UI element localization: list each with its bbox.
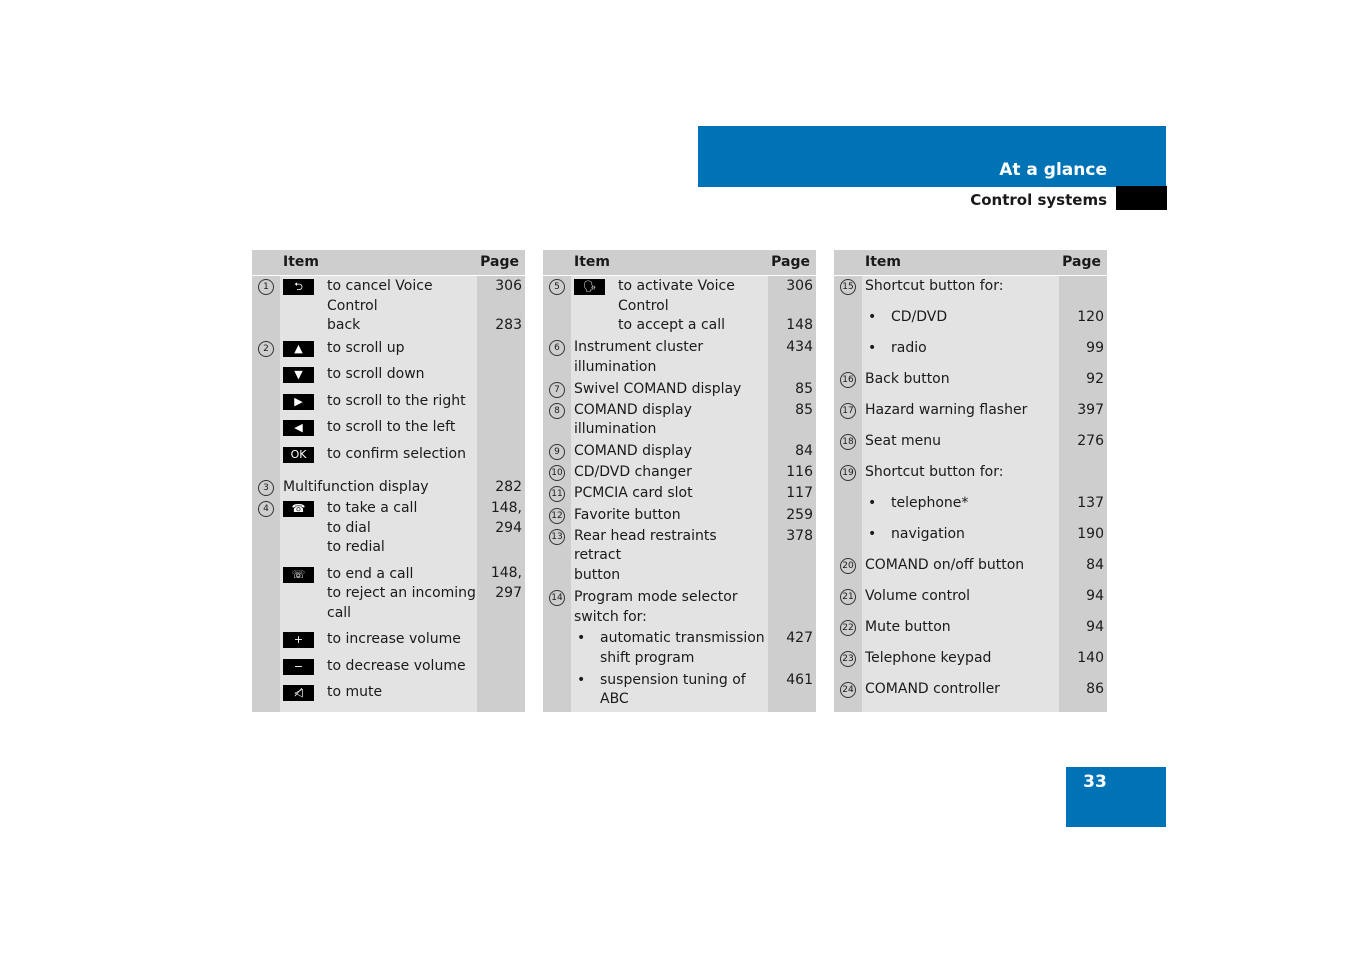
page-ref: 120: [1059, 307, 1107, 338]
item-text: Control: [618, 297, 669, 314]
item-header: Item: [862, 250, 1059, 276]
bullet: •: [868, 495, 877, 512]
callout-number: 18: [840, 434, 856, 450]
item-table-2: [543, 250, 816, 712]
page-ref: 306: [786, 278, 813, 294]
callout-number: 13: [549, 529, 565, 545]
item-text: to increase volume: [327, 631, 461, 648]
table-row: [543, 441, 816, 462]
callout-number: 16: [840, 372, 856, 388]
item-table-1: [252, 250, 525, 712]
item-text: Instrument cluster: [574, 339, 704, 356]
page-ref: 190: [1059, 524, 1107, 555]
callout-number: 1: [258, 279, 274, 295]
item-text: COMAND controller: [862, 679, 1059, 710]
page-ref: 99: [1059, 338, 1107, 369]
item-text: back: [327, 317, 361, 333]
item-text: to confirm selection: [327, 445, 466, 462]
table-row: [252, 338, 525, 477]
page-ref: 148,: [490, 565, 522, 582]
bullet: •: [868, 340, 877, 357]
item-text: to end a call: [327, 565, 414, 582]
item-text: Telephone keypad: [862, 648, 1059, 679]
page-header: Page: [1059, 250, 1107, 276]
page-ref: 148,: [490, 500, 522, 517]
page-ref: 427: [768, 628, 816, 669]
item-text: to mute: [327, 684, 383, 701]
callout-number: 12: [549, 508, 565, 524]
item-text: COMAND display: [571, 441, 768, 462]
table-row: [252, 498, 525, 711]
page-ref: 434: [768, 337, 816, 378]
table-row: [834, 307, 1107, 338]
callout-number: 21: [840, 589, 856, 605]
item-text: to scroll up: [327, 339, 405, 356]
page-ref: 306: [495, 278, 522, 294]
table-row: [543, 337, 816, 378]
table-row: [543, 462, 816, 483]
table-row: [543, 670, 816, 711]
item-text: to redial: [327, 539, 385, 556]
item-text: to scroll down: [327, 366, 425, 383]
voice-control-icon: 🗣: [574, 279, 605, 295]
item-text: suspension tuning of ABC: [600, 671, 746, 708]
callout-number: 7: [549, 382, 565, 398]
page-ref: 282: [477, 477, 525, 498]
callout-number: 6: [549, 340, 565, 356]
callout-number: 3: [258, 480, 274, 496]
table-row: [834, 369, 1107, 400]
callout-number: 4: [258, 501, 274, 517]
table-row: [834, 400, 1107, 431]
triangle-right-icon: ▶: [283, 394, 314, 410]
table-row: [834, 431, 1107, 462]
page-ref: 148: [786, 317, 813, 333]
page-ref: 259: [768, 505, 816, 526]
item-text: to take a call: [327, 500, 418, 517]
table-row: [834, 648, 1107, 679]
page-ref: 276: [1059, 431, 1107, 462]
phone-pickup-icon: ☎: [283, 501, 314, 517]
page-ref: 116: [768, 462, 816, 483]
page-number-box: [1066, 767, 1166, 827]
page-ref: 92: [1059, 369, 1107, 400]
back-arrow-icon: ⮌: [283, 279, 314, 295]
mute-icon: ◁̸: [283, 685, 314, 701]
page-ref: 94: [1059, 586, 1107, 617]
page-ref: 94: [1059, 617, 1107, 648]
page-number: 33: [1083, 772, 1107, 792]
callout-number: 10: [549, 465, 565, 481]
page-ref: 140: [1059, 648, 1107, 679]
callout-number: 9: [549, 444, 565, 460]
page-ref: 85: [768, 400, 816, 441]
section-subtitle: Control systems: [970, 191, 1107, 209]
item-text: Rear head restraints retract: [574, 527, 717, 564]
item-text: navigation: [891, 526, 965, 543]
table-row: [834, 276, 1107, 308]
section-title: At a glance: [999, 160, 1107, 180]
table-row: [834, 338, 1107, 369]
item-text: Shortcut button for:: [862, 276, 1059, 308]
page-ref: 294: [495, 519, 522, 536]
item-text: to scroll to the left: [327, 419, 456, 436]
callout-number: 2: [258, 341, 274, 357]
item-text: Swivel COMAND display: [571, 379, 768, 400]
table-row: [543, 526, 816, 587]
item-text: COMAND display illumination: [571, 400, 768, 441]
table-row: [543, 400, 816, 441]
item-text: to cancel Voice: [327, 278, 433, 294]
callout-number: 5: [549, 279, 565, 295]
item-text: automatic transmission: [600, 630, 765, 647]
item-text: to activate Voice: [618, 278, 735, 294]
table-row: [834, 586, 1107, 617]
item-text: Multifunction display: [280, 477, 477, 498]
table-row: [252, 276, 525, 338]
item-text: to decrease volume: [327, 657, 466, 674]
item-text: Program mode selector: [574, 589, 738, 606]
bullet: •: [868, 309, 877, 326]
item-text: shift program: [600, 649, 695, 666]
item-text: CD/DVD changer: [571, 462, 768, 483]
table-row: [543, 505, 816, 526]
phone-hangup-icon: ☏: [283, 567, 314, 583]
table-row: [834, 617, 1107, 648]
item-text: CD/DVD: [891, 309, 948, 326]
table-row: [252, 477, 525, 498]
table-row: [543, 276, 816, 338]
page-ref: 85: [768, 379, 816, 400]
page-header: Page: [477, 250, 525, 276]
section-header-bar: [698, 126, 1166, 187]
bullet: •: [577, 630, 586, 647]
callout-number: 14: [549, 590, 565, 606]
item-text: Volume control: [862, 586, 1059, 617]
item-text: switch for:: [574, 608, 647, 625]
page-ref: 297: [495, 584, 522, 601]
item-text: to dial: [327, 519, 371, 536]
page-ref: 117: [768, 483, 816, 504]
callout-number: 11: [549, 486, 565, 502]
bullet: •: [868, 526, 877, 543]
page-ref: 461: [768, 670, 816, 711]
triangle-up-icon: ▲: [283, 341, 314, 357]
item-text: radio: [891, 340, 927, 357]
page-ref: 86: [1059, 679, 1107, 710]
table-row: [834, 524, 1107, 555]
item-text: Favorite button: [571, 505, 768, 526]
page-ref: 283: [495, 317, 522, 333]
page-ref: 378: [768, 526, 816, 587]
item-text: PCMCIA card slot: [571, 483, 768, 504]
item-text: to accept a call: [618, 317, 726, 333]
item-text: telephone*: [891, 495, 969, 512]
item-text: to scroll to the right: [327, 392, 466, 409]
callout-number: 20: [840, 558, 856, 574]
item-text: Control: [327, 297, 378, 314]
item-header: Item: [571, 250, 768, 276]
table-row: [834, 555, 1107, 586]
page-ref: 397: [1059, 400, 1107, 431]
page-header: Page: [768, 250, 816, 276]
item-text: Back button: [862, 369, 1059, 400]
table-row: [834, 462, 1107, 493]
item-text: Shortcut button for:: [862, 462, 1059, 493]
table-row: [543, 483, 816, 504]
item-text: illumination: [574, 358, 657, 375]
table-row: [543, 628, 816, 669]
table-row: [834, 493, 1107, 524]
ok-icon: OK: [283, 447, 314, 463]
triangle-down-icon: ▼: [283, 367, 314, 383]
bullet: •: [577, 671, 586, 688]
page-ref: 137: [1059, 493, 1107, 524]
plus-icon: +: [283, 632, 314, 648]
triangle-left-icon: ◀: [283, 420, 314, 436]
item-text: Hazard warning flasher: [862, 400, 1059, 431]
callout-number: 24: [840, 682, 856, 698]
callout-number: 19: [840, 465, 856, 481]
callout-number: 15: [840, 279, 856, 295]
callout-number: 8: [549, 403, 565, 419]
item-text: button: [574, 566, 621, 583]
page-ref: 84: [1059, 555, 1107, 586]
minus-icon: −: [283, 659, 314, 675]
callout-number: 23: [840, 651, 856, 667]
item-text: Seat menu: [862, 431, 1059, 462]
page-ref: 84: [768, 441, 816, 462]
table-row: [834, 679, 1107, 710]
item-table-3: [834, 250, 1107, 712]
table-row: [543, 379, 816, 400]
item-text: call: [327, 604, 352, 621]
item-header: Item: [280, 250, 477, 276]
subtitle-marker: [1116, 186, 1167, 210]
callout-number: 17: [840, 403, 856, 419]
table-row: [543, 587, 816, 628]
item-text: to reject an incoming: [327, 585, 476, 602]
item-text: COMAND on/off button: [862, 555, 1059, 586]
callout-number: 22: [840, 620, 856, 636]
item-text: Mute button: [862, 617, 1059, 648]
